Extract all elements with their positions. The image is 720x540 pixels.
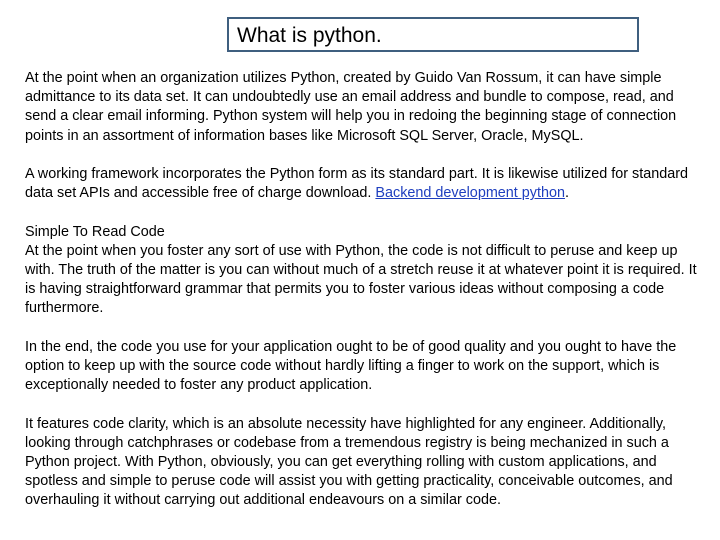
- paragraph-spacer: [25, 319, 697, 338]
- backend-development-python-link[interactable]: Backend development python: [375, 185, 566, 202]
- paragraph-framework: [25, 165, 697, 203]
- paragraph-intro: At the point when an organization utilizes Python, created by Guido Van Rossum, it can have simple admittance to its data set. It can undoubtedly use an email address and bundle to compose, read, and send a clear email informing. Python system will help you in redoing the beginning stage of connection points in an assortment of information bases like Microsoft SQL Server, Oracle, MySQL.: [25, 70, 677, 144]
- paragraph-spacer: [25, 146, 697, 165]
- paragraph-spacer: [25, 395, 697, 414]
- paragraph-quality: In the end, the code you use for your application ought to be of good quality and you ought to have the option to keep up with the source code without hardly lifting a finger to work on the support, which is exceptionally needed to foster any product application.: [25, 338, 677, 394]
- paragraph-spacer: [25, 203, 697, 222]
- article-body: [25, 69, 697, 511]
- page-title: What is python.: [227, 17, 639, 52]
- section-heading: Simple To Read Code: [25, 223, 165, 240]
- paragraph-framework-text: A working framework incorporates the Python form as its standard part. It is likewise utilized for standard data set APIs and accessible free of charge download.: [25, 166, 689, 202]
- paragraph-reuse: At the point when you foster any sort of use with Python, the code is not difficult to peruse and keep up with. The truth of the matter is you can without much of a stretch reuse it at whatever point it is required. It is having straightforward grammar that permits you to foster various ideas without composing a code furthermore.: [25, 242, 697, 317]
- paragraph-framework-end: .: [565, 185, 570, 202]
- paragraph-clarity: It features code clarity, which is an absolute necessity have highlighted for any engineer. Additionally, looking through catchphrases or codebase from a tremendous registry is being mechanized in such a Python project. With Python, obviously, you can get everything rolling with custom applications, and spotless and simple to peruse code will assist you with getting practicality, conceivable outcomes, and overhauling it without carrying out additional endeavours on a similar code.: [25, 415, 673, 509]
